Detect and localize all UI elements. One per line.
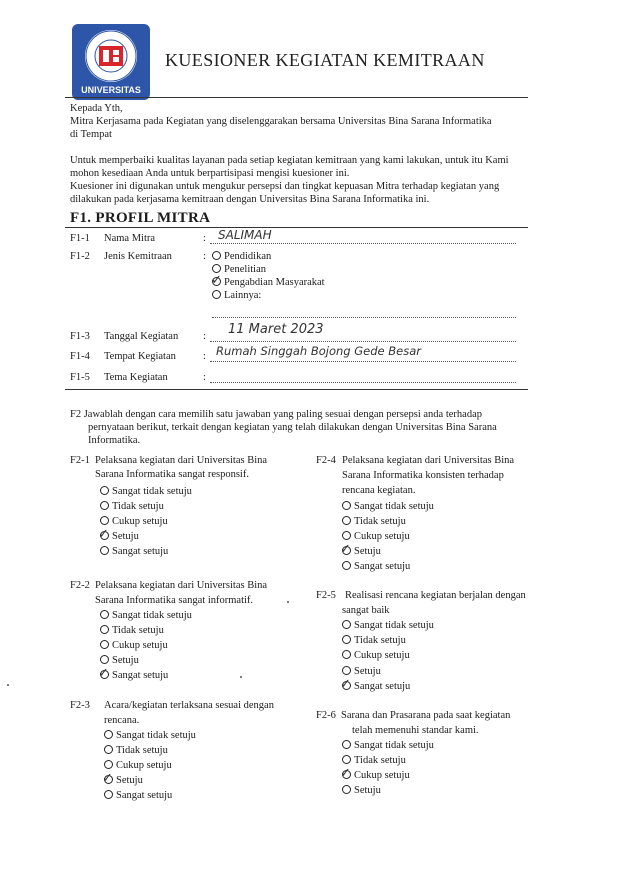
q-f2-6-option[interactable] <box>342 739 434 752</box>
q-f2-2-option[interactable] <box>100 669 168 682</box>
addressee-line-2: di Tempat <box>70 129 112 140</box>
q-f2-3-option[interactable] <box>104 759 172 772</box>
form-title: KUESIONER KEGIATAN KEMITRAAN <box>165 50 485 70</box>
check-mark-icon: ✓ <box>340 677 351 692</box>
header-divider <box>65 97 528 98</box>
radio-circle-icon <box>342 666 351 675</box>
q-f2-4-line-1: Pelaksana kegiatan dari Universitas Bina <box>342 455 515 466</box>
radio-circle-icon <box>100 546 109 555</box>
radio-circle-icon <box>100 610 109 619</box>
intro-paragraph-2-line-1: Kuesioner ini digunakan untuk mengukur persepsi dan tingkat kepuasan Mitra terhadap kegiatan yang <box>70 181 500 192</box>
q-f2-6-option[interactable] <box>342 754 406 767</box>
q-f2-6-line-1: Sarana dan Prasarana pada saat kegiatan <box>341 710 511 721</box>
nama-mitra-value[interactable]: SALIMAH <box>218 228 272 242</box>
option-label: Sangat tidak setuju <box>116 730 196 741</box>
option-label: Setuju <box>112 531 139 542</box>
check-mark-icon: ✓ <box>98 666 109 681</box>
option-label: Cukup setuju <box>354 770 410 781</box>
q-f2-5-option[interactable] <box>342 619 434 632</box>
radio-circle-icon <box>342 635 351 644</box>
q-f2-4-option[interactable] <box>342 530 410 543</box>
field-label-nama-mitra: Nama Mitra <box>104 233 156 244</box>
option-label: Lainnya: <box>224 290 262 301</box>
q-f2-4-line-3: rencana kegiatan. <box>342 485 416 496</box>
q-f2-5-option[interactable] <box>342 649 410 662</box>
radio-circle-icon <box>212 264 221 273</box>
check-mark-icon: ✓ <box>340 766 351 781</box>
jenis-option-pengabdian[interactable] <box>212 276 325 289</box>
q-f2-3-line-1: Acara/kegiatan terlaksana sesuai dengan <box>104 700 274 711</box>
option-label: Setuju <box>112 655 139 666</box>
q-f2-3-code: F2-3 <box>70 700 90 711</box>
scan-speck <box>7 684 9 686</box>
logo-label: UNIVERSITAS <box>81 85 141 95</box>
q-f2-1-option[interactable] <box>100 500 164 513</box>
colon: : <box>203 331 206 342</box>
q-f2-2-code: F2-2 <box>70 580 90 591</box>
q-f2-1-option[interactable] <box>100 485 192 498</box>
radio-circle-icon <box>100 655 109 664</box>
q-f2-1-line-1: Pelaksana kegiatan dari Universitas Bina <box>95 455 268 466</box>
q-f2-6-code: F2-6 <box>316 710 336 721</box>
radio-circle-icon <box>104 760 113 769</box>
radio-circle-icon <box>100 486 109 495</box>
option-label: Setuju <box>354 546 381 557</box>
jenis-option-pendidikan[interactable] <box>212 250 271 263</box>
radio-circle-icon <box>104 730 113 739</box>
check-mark-icon: ✓ <box>98 527 109 542</box>
option-label: Penelitian <box>224 264 266 275</box>
intro-paragraph-2-line-2: dilakukan pada kerjasama kemitraan dengan Universitas Bina Sarana Informatika ini. <box>70 194 430 205</box>
option-label: Pendidikan <box>224 251 272 262</box>
option-label: Pengabdian Masyarakat <box>224 277 325 288</box>
q-f2-3-option[interactable] <box>104 729 196 742</box>
f2-intro-line-2: pernyataan berikut, terkait dengan kegiatan yang telah dilakukan dengan Universitas Bina Sarana <box>88 422 497 433</box>
option-label: Sangat tidak setuju <box>354 501 434 512</box>
radio-circle-icon <box>342 501 351 510</box>
radio-circle-icon <box>342 785 351 794</box>
colon: : <box>203 351 206 362</box>
radio-circle-icon <box>104 745 113 754</box>
tema-line <box>210 372 516 383</box>
q-f2-6-line-2: telah memenuhi standar kami. <box>352 725 479 736</box>
q-f2-5-code: F2-5 <box>316 590 336 601</box>
option-label: Tidak setuju <box>354 516 406 527</box>
option-label: Sangat setuju <box>116 790 173 801</box>
field-code-f1-3: F1-3 <box>70 331 90 342</box>
option-label: Sangat setuju <box>112 670 169 681</box>
option-label: Sangat setuju <box>354 561 411 572</box>
radio-circle-icon <box>100 516 109 525</box>
check-mark-icon: ✓ <box>340 542 351 557</box>
field-label-tanggal: Tanggal Kegiatan <box>104 331 179 342</box>
check-mark-icon: ✓ <box>211 273 222 288</box>
q-f2-4-line-2: Sarana Informatika konsisten terhadap <box>342 470 504 481</box>
q-f2-2-option[interactable] <box>100 624 164 637</box>
option-label: Sangat tidak setuju <box>354 740 434 751</box>
option-label: Tidak setuju <box>112 625 164 636</box>
option-label: Tidak setuju <box>354 755 406 766</box>
q-f2-2-line-1: Pelaksana kegiatan dari Universitas Bina <box>95 580 268 591</box>
q-f2-4-option[interactable] <box>342 560 410 573</box>
field-label-tema: Tema Kegiatan <box>104 372 168 383</box>
field-code-f1-5: F1-5 <box>70 372 90 383</box>
f1-divider <box>65 227 528 228</box>
q-f2-3-option[interactable] <box>104 744 168 757</box>
radio-circle-icon <box>212 290 221 299</box>
q-f2-5-option[interactable] <box>342 634 406 647</box>
q-f2-5-option[interactable] <box>342 680 410 693</box>
option-label: Sangat setuju <box>354 681 411 692</box>
option-label: Cukup setuju <box>112 516 168 527</box>
radio-circle-icon <box>100 640 109 649</box>
radio-circle-icon <box>100 501 109 510</box>
q-f2-2-option[interactable] <box>100 639 168 652</box>
q-f2-4-code: F2-4 <box>316 455 336 466</box>
option-label: Setuju <box>116 775 143 786</box>
radio-circle-icon <box>100 625 109 634</box>
section-f1-heading: F1. PROFIL MITRA <box>70 210 211 226</box>
scan-speck <box>287 601 289 603</box>
option-label: Setuju <box>354 666 381 677</box>
field-label-jenis-kemitraan: Jenis Kemitraan <box>104 251 172 262</box>
radio-circle-icon <box>342 561 351 570</box>
option-label: Sangat tidak setuju <box>354 620 434 631</box>
option-label: Tidak setuju <box>116 745 168 756</box>
field-code-f1-2: F1-2 <box>70 251 90 262</box>
q-f2-2-line-2: Sarana Informatika sangat informatif. <box>95 595 254 606</box>
university-logo <box>72 24 150 100</box>
option-label: Setuju <box>354 785 381 796</box>
q-f2-6-option[interactable] <box>342 769 410 782</box>
field-code-f1-1: F1-1 <box>70 233 90 244</box>
q-f2-1-option[interactable] <box>100 515 168 528</box>
radio-circle-icon <box>342 755 351 764</box>
q-f2-4-option[interactable] <box>342 500 434 513</box>
q-f2-1-option[interactable] <box>100 545 168 558</box>
option-label: Sangat tidak setuju <box>112 486 192 497</box>
greeting: Kepada Yth, <box>70 103 123 114</box>
addressee-line-1: Mitra Kerjasama pada Kegiatan yang diselenggarakan bersama Universitas Bina Sarana Informatika <box>70 116 492 127</box>
radio-circle-icon <box>342 650 351 659</box>
radio-circle-icon <box>342 740 351 749</box>
scan-speck <box>240 676 242 678</box>
option-label: Cukup setuju <box>354 650 410 661</box>
option-label: Cukup setuju <box>116 760 172 771</box>
q-f2-1-line-2: Sarana Informatika sangat responsif. <box>95 469 249 480</box>
check-mark-icon: ✓ <box>102 771 113 786</box>
q-f2-3-line-2: rencana. <box>104 715 140 726</box>
colon: : <box>203 251 206 262</box>
option-label: Sangat tidak setuju <box>112 610 192 621</box>
tanggal-value[interactable]: 11 Maret 2023 <box>228 322 324 337</box>
jenis-option-lainnya[interactable] <box>212 289 261 302</box>
option-label: Tidak setuju <box>112 501 164 512</box>
option-label: Sangat setuju <box>112 546 169 557</box>
q-f2-4-option[interactable] <box>342 515 406 528</box>
option-label: Cukup setuju <box>354 531 410 542</box>
q-f2-5-line-2: sangat baik <box>342 605 390 616</box>
intro-paragraph-1-line-2: mohon kesediaan Anda untuk berpartisipasi mengisi kuesioner ini. <box>70 168 350 179</box>
f2-intro-line-3: Informatika. <box>88 435 141 446</box>
q-f2-5-line-1: Realisasi rencana kegiatan berjalan dengan <box>345 590 526 601</box>
field-label-tempat: Tempat Kegiatan <box>104 351 176 362</box>
radio-circle-icon <box>342 516 351 525</box>
f2-intro-line-1: F2 Jawablah dengan cara memilih satu jawaban yang paling sesuai dengan persepsi anda terhadap <box>70 409 482 420</box>
f1-bottom-divider <box>65 389 528 390</box>
field-code-f1-4: F1-4 <box>70 351 90 362</box>
intro-paragraph-1-line-1: Untuk memperbaiki kualitas layanan pada setiap kegiatan kemitraan yang kami lakukan, untuk itu Kami <box>70 155 509 166</box>
radio-circle-icon <box>212 251 221 260</box>
q-f2-2-option[interactable] <box>100 609 192 622</box>
radio-circle-icon <box>104 790 113 799</box>
q-f2-3-option[interactable] <box>104 789 173 801</box>
tempat-value[interactable]: Rumah Singgah Bojong Gede Besar <box>216 344 421 358</box>
option-label: Tidak setuju <box>354 635 406 646</box>
q-f2-6-option[interactable] <box>342 784 381 797</box>
colon: : <box>203 372 206 383</box>
lainnya-line <box>212 307 516 318</box>
q-f2-1-code: F2-1 <box>70 455 90 466</box>
colon: : <box>203 233 206 244</box>
option-label: Cukup setuju <box>112 640 168 651</box>
radio-circle-icon <box>342 620 351 629</box>
radio-circle-icon <box>342 531 351 540</box>
